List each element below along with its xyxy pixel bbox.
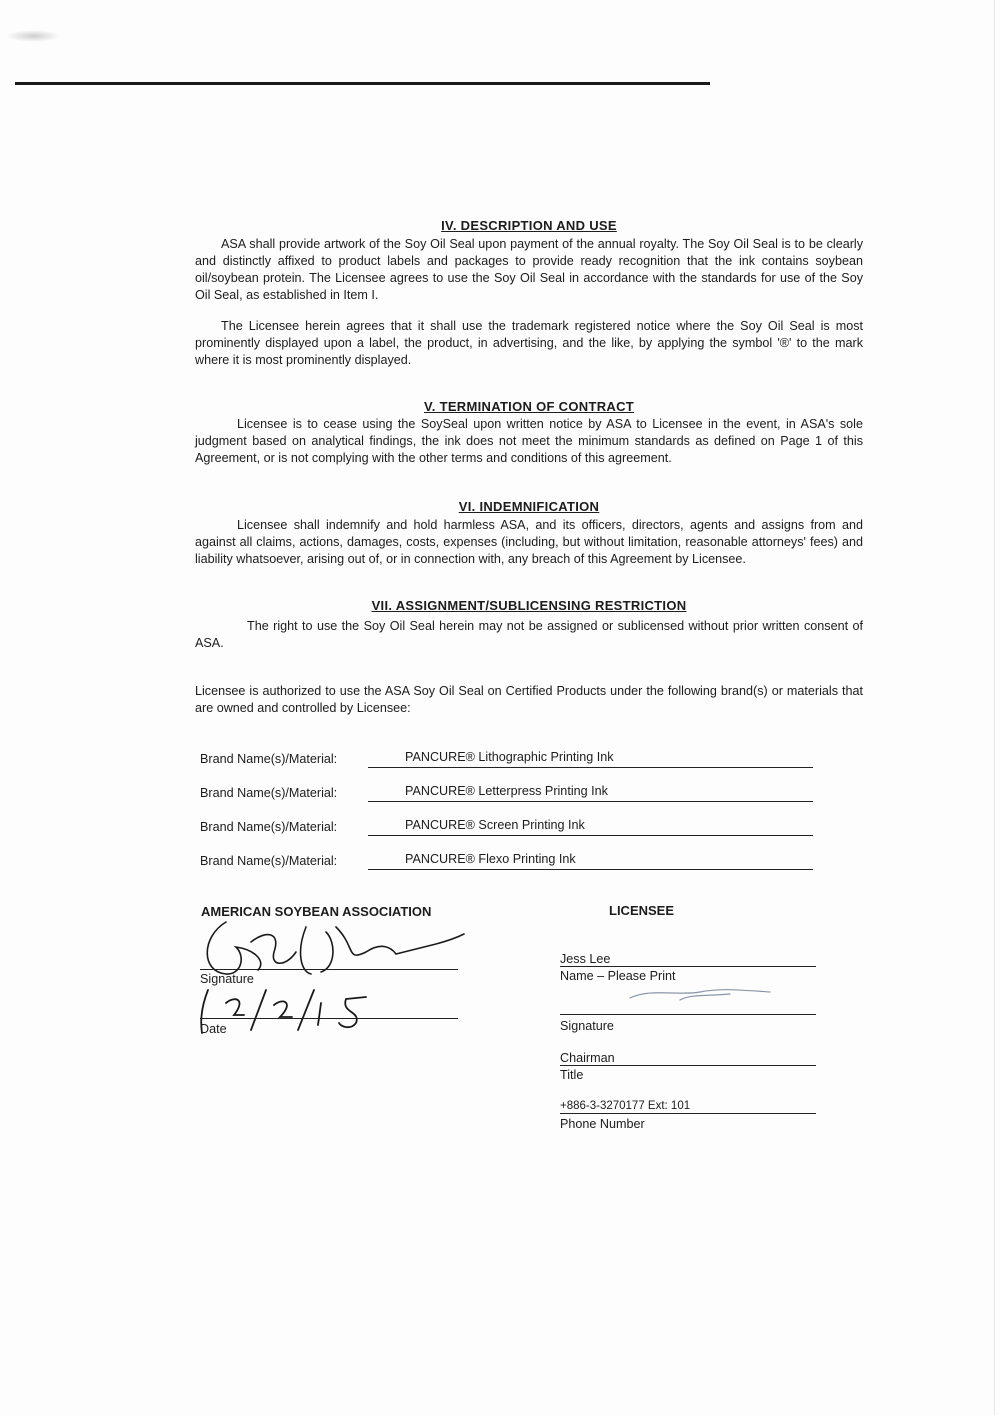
top-rule: [15, 82, 710, 85]
brand-label: Brand Name(s)/Material:: [200, 820, 338, 834]
brand-value: PANCURE® Lithographic Printing Ink: [405, 750, 614, 764]
scan-artifact: [6, 30, 61, 42]
licensee-handwritten-signature: [620, 978, 790, 1008]
section-vii-paragraph: The right to use the Soy Oil Seal herein may not be assigned or sublicensed without prior written consent of ASA.: [195, 619, 863, 650]
brand-label: Brand Name(s)/Material:: [200, 854, 338, 868]
licensee-title-value: Chairman: [560, 1051, 615, 1065]
section-iv-heading: IV. DESCRIPTION AND USE: [441, 218, 617, 233]
asa-signature-label: Signature: [200, 972, 254, 986]
asa-date-value: [262, 996, 311, 1010]
brand-label: Brand Name(s)/Material:: [200, 786, 338, 800]
brand-label: Brand Name(s)/Material:: [200, 752, 338, 766]
licensee-signature-line: [560, 1014, 816, 1015]
brand-value: PANCURE® Flexo Printing Ink: [405, 852, 576, 866]
brand-underline: [368, 767, 813, 768]
section-v-paragraph: Licensee is to cease using the SoySeal upon written notice by ASA to Licensee in the event, in ASA's sole judgment based on analytical findings, the ink does not meet the minimum standards as defined on Page 1 of this Agreement, or is not complying with the other terms and conditions of this agreement.: [195, 417, 863, 465]
section-iv-paragraph-2: The Licensee herein agrees that it shall use the trademark registered notice where the Soy Oil Seal is most prominently displayed upon a label, the product, in advertising, and the like, by applying the symbol '®' to the mark where it is most prominently displayed.: [195, 319, 863, 367]
section-vi-paragraph: Licensee shall indemnify and hold harmless ASA, and its officers, directors, agents and assigns from and against all claims, actions, damages, costs, expenses (including, but without limitation, reasonable attorneys' fees) and liability whatsoever, arising out of, or in connection with, any breach of this Agreement by Licensee.: [195, 518, 863, 566]
licensee-title-label: Title: [560, 1068, 584, 1082]
brand-underline: [368, 869, 813, 870]
section-vii-heading: VII. ASSIGNMENT/SUBLICENSING RESTRICTION: [371, 598, 687, 613]
brand-underline: [368, 801, 813, 802]
asa-signature-line: [200, 969, 458, 970]
licensee-name-label: Name – Please Print: [560, 969, 676, 983]
asa-date-line: [200, 1018, 458, 1019]
licensee-name-line: [560, 966, 816, 967]
asa-heading: AMERICAN SOYBEAN ASSOCIATION: [201, 904, 432, 919]
brand-row: [200, 786, 820, 806]
brand-row: [200, 854, 820, 874]
licensee-heading: LICENSEE: [609, 903, 675, 918]
licensee-signature-label: Signature: [560, 1019, 614, 1033]
licensee-title-line: [560, 1065, 816, 1066]
brand-underline: [368, 835, 813, 836]
authorization-paragraph: Licensee is authorized to use the ASA Soy Oil Seal on Certified Products under the following brand(s) or materials that are owned and controlled by Licensee:: [195, 684, 863, 715]
licensee-phone-label: Phone Number: [560, 1117, 645, 1131]
brand-row: [200, 752, 820, 772]
page-edge: [994, 0, 995, 1415]
licensee-phone-value: +886-3-3270177 Ext: 101: [560, 1100, 691, 1112]
brand-row: [200, 820, 820, 840]
licensee-phone-line: [560, 1113, 816, 1114]
brand-value: PANCURE® Letterpress Printing Ink: [405, 784, 608, 798]
section-vi-heading: VI. INDEMNIFICATION: [458, 499, 600, 514]
brand-value: PANCURE® Screen Printing Ink: [405, 818, 585, 832]
section-iv-paragraph-1: ASA shall provide artwork of the Soy Oil Seal upon payment of the annual royalty. The Soy Oil Seal is to be clearly and distinctly affixed to product labels and packages to provide ready recognition that the ink contains soybean oil/soybean protein. The Licensee agrees to use the Soy Oil Seal in accordance with the standards for use of the Soy Oil Seal, as established in Item I.: [195, 237, 863, 302]
licensee-name-value: Jess Lee: [560, 952, 611, 966]
asa-date-label: Date: [200, 1022, 227, 1036]
section-v-heading: V. TERMINATION OF CONTRACT: [423, 399, 635, 414]
